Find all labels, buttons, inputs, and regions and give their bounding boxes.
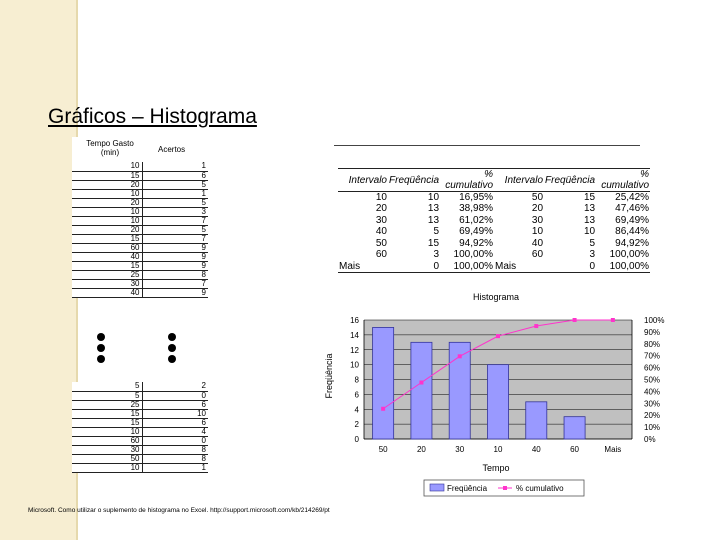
y2-tick-label: 40% <box>644 387 661 397</box>
cell-tempo: 10 <box>72 207 142 216</box>
cell-acertos: 9 <box>142 252 208 261</box>
raw-data-row <box>72 225 208 234</box>
cell-tempo: 40 <box>72 288 142 297</box>
freq-cell: 25,42% <box>615 192 650 203</box>
cell-acertos: 6 <box>142 400 208 409</box>
cell-tempo: 15 <box>72 234 142 243</box>
y-tick-label: 10 <box>350 360 359 370</box>
freq-cell: 10 <box>531 226 544 238</box>
freq-row <box>338 215 650 227</box>
freq-row <box>338 226 650 238</box>
cumulative-point <box>573 318 577 322</box>
y2-tick-label: 50% <box>644 375 661 385</box>
cell-tempo: 50 <box>72 454 142 463</box>
legend-bar-swatch <box>430 484 444 491</box>
raw-data-row <box>72 279 208 288</box>
y2-tick-label: 80% <box>644 339 661 349</box>
cell-tempo: 10 <box>72 463 142 472</box>
legend-label-frequencia: Freqüência <box>447 484 488 493</box>
raw-data-row <box>72 382 208 391</box>
histogram-chart <box>312 288 672 504</box>
freq-cell: 13 <box>427 214 440 226</box>
y-tick-label: 6 <box>354 390 359 400</box>
cell-acertos: 1 <box>142 162 208 171</box>
y-tick-label: 0 <box>354 435 359 444</box>
y-tick-label: 14 <box>350 330 359 340</box>
freq-header-cell: Freqüência <box>544 169 596 192</box>
x-tick-label: 50 <box>378 445 388 454</box>
y2-tick-label: 100% <box>644 316 665 325</box>
freq-cell: 100,00% <box>440 261 494 273</box>
freq-row <box>338 261 650 273</box>
freq-cell: 69,49% <box>459 226 494 238</box>
x-tick-label: Mais <box>604 445 622 454</box>
freq-cell: 100,00% <box>596 261 650 273</box>
cell-tempo: 5 <box>72 382 142 391</box>
cell-acertos: 8 <box>142 454 208 463</box>
table-top-rule <box>334 145 640 146</box>
raw-data-row <box>72 207 208 216</box>
raw-data-row <box>72 454 208 463</box>
freq-cell: 10 <box>427 192 440 203</box>
cell-acertos: 0 <box>142 436 208 445</box>
raw-data-row <box>72 436 208 445</box>
y2-tick-label: 30% <box>644 399 661 409</box>
cell-acertos: 4 <box>142 427 208 436</box>
cell-acertos: 1 <box>142 463 208 472</box>
cell-acertos: 5 <box>142 225 208 234</box>
chart-title: Histograma <box>472 292 520 302</box>
cell-tempo: 60 <box>72 436 142 445</box>
y2-tick-label: 60% <box>644 363 661 373</box>
cell-tempo: 25 <box>72 270 142 279</box>
slide-title: Gráficos – Histograma <box>48 105 257 128</box>
raw-data-row <box>72 234 208 243</box>
raw-data-table-top <box>72 162 208 298</box>
freq-header-cell: Intervalo <box>338 169 388 192</box>
raw-data-row <box>72 445 208 454</box>
raw-data-header <box>72 137 212 163</box>
raw-data-row <box>72 243 208 252</box>
y2-tick-label: 10% <box>644 423 661 433</box>
freq-cell: 20 <box>531 203 544 215</box>
freq-cell: 5 <box>433 226 440 238</box>
cell-tempo: 15 <box>72 261 142 270</box>
freq-cell: 94,92% <box>459 237 494 249</box>
raw-data-row <box>72 463 208 472</box>
cell-acertos: 5 <box>142 180 208 189</box>
freq-cell: 3 <box>589 249 596 261</box>
cell-acertos: 7 <box>142 279 208 288</box>
freq-header-cell: % cumulativo <box>596 169 650 192</box>
freq-cell: 38,98% <box>459 203 494 215</box>
freq-cell: 50 <box>531 192 544 203</box>
cell-acertos: 6 <box>142 418 208 427</box>
raw-data-row <box>72 198 208 207</box>
raw-data-row <box>72 391 208 400</box>
cell-tempo: 5 <box>72 391 142 400</box>
freq-row <box>338 249 650 261</box>
cumulative-point <box>496 334 500 338</box>
legend-line-swatch <box>503 486 507 490</box>
cell-tempo: 30 <box>72 445 142 454</box>
freq-header-cell: % cumulativo <box>440 169 494 192</box>
histogram-bar <box>373 327 394 439</box>
y-tick-label: 4 <box>354 405 359 415</box>
header-acertos: Acertos <box>158 145 186 154</box>
footer-source-citation: Microsoft. Como utilizar o suplemento de histograma no Excel. http://support.microsoft.com/kb/214269/pt <box>28 507 330 514</box>
freq-cell: 94,92% <box>615 237 650 249</box>
cell-acertos: 9 <box>142 261 208 270</box>
freq-cell: 100,00% <box>609 249 650 261</box>
ellipsis-dots-right <box>168 333 178 366</box>
freq-cell: 5 <box>589 237 596 249</box>
cell-tempo: 25 <box>72 400 142 409</box>
y2-tick-label: 0% <box>644 435 656 444</box>
cell-tempo: 15 <box>72 418 142 427</box>
freq-cell: 20 <box>375 203 387 215</box>
freq-cell: Mais <box>494 261 544 273</box>
raw-data-row <box>72 270 208 279</box>
cell-tempo: 20 <box>72 225 142 234</box>
freq-cell: 100,00% <box>453 249 494 261</box>
raw-data-table-bottom <box>72 382 208 473</box>
histogram-bar <box>411 342 432 439</box>
cell-tempo: 20 <box>72 180 142 189</box>
cell-tempo: 30 <box>72 279 142 288</box>
freq-cell: 86,44% <box>615 226 650 238</box>
freq-cell: 69,49% <box>615 214 650 226</box>
histogram-bar <box>487 365 508 439</box>
freq-cell: 0 <box>388 261 440 273</box>
cell-acertos: 7 <box>142 216 208 225</box>
raw-data-row <box>72 171 208 180</box>
cumulative-point <box>458 354 462 358</box>
x-tick-label: 40 <box>531 445 541 454</box>
cell-acertos: 9 <box>142 243 208 252</box>
histogram-bar <box>526 402 547 439</box>
raw-data-row <box>72 400 208 409</box>
chart-x-axis-label: Tempo <box>482 463 510 473</box>
raw-data-row <box>72 288 208 297</box>
raw-data-row <box>72 162 208 171</box>
cell-tempo: 40 <box>72 252 142 261</box>
freq-cell: 40 <box>375 226 387 238</box>
cumulative-point <box>611 318 615 322</box>
frequency-table <box>338 168 650 273</box>
raw-data-row <box>72 216 208 225</box>
freq-cell: 47,46% <box>615 203 650 215</box>
freq-cell: 15 <box>427 237 440 249</box>
raw-data-row <box>72 409 208 418</box>
frequency-table-header <box>338 169 650 192</box>
x-tick-label: 10 <box>493 445 503 454</box>
freq-cell: 61,02% <box>459 214 494 226</box>
freq-cell: 13 <box>583 203 596 215</box>
freq-cell: 3 <box>433 249 440 261</box>
cell-tempo: 10 <box>72 189 142 198</box>
ellipsis-dots-left <box>97 333 107 366</box>
cell-tempo: 20 <box>72 198 142 207</box>
freq-cell: 16,95% <box>459 192 494 203</box>
cell-acertos: 3 <box>142 207 208 216</box>
freq-header-cell: Intervalo <box>494 169 544 192</box>
freq-row <box>338 238 650 250</box>
cell-acertos: 6 <box>142 171 208 180</box>
y-tick-label: 2 <box>354 420 359 430</box>
raw-data-row <box>72 252 208 261</box>
freq-cell: 40 <box>531 237 544 249</box>
freq-cell: 10 <box>375 192 387 203</box>
freq-cell: 0 <box>544 261 596 273</box>
cell-acertos: 7 <box>142 234 208 243</box>
raw-data-row <box>72 189 208 198</box>
chart-y-axis-label: Freqüência <box>324 353 334 399</box>
cell-acertos: 8 <box>142 270 208 279</box>
histogram-bar <box>564 417 585 439</box>
cell-acertos: 1 <box>142 189 208 198</box>
freq-cell: 50 <box>375 237 387 249</box>
cell-tempo: 10 <box>72 162 142 171</box>
legend-label-cumulativo: % cumulativo <box>516 484 564 493</box>
freq-cell: 30 <box>375 214 387 226</box>
raw-data-row <box>72 261 208 270</box>
cell-acertos: 0 <box>142 391 208 400</box>
cumulative-point <box>419 381 423 385</box>
cell-tempo: 10 <box>72 216 142 225</box>
y-tick-label: 8 <box>354 375 359 385</box>
x-tick-label: 60 <box>570 445 580 454</box>
cell-tempo: 15 <box>72 409 142 418</box>
freq-header-cell: Freqüência <box>388 169 440 192</box>
freq-cell: 15 <box>583 192 596 203</box>
cell-acertos: 5 <box>142 198 208 207</box>
cell-tempo: 60 <box>72 243 142 252</box>
left-decor-band <box>0 0 78 540</box>
raw-data-row <box>72 180 208 189</box>
freq-row <box>338 192 650 204</box>
x-tick-label: 20 <box>416 445 426 454</box>
cumulative-point <box>534 324 538 328</box>
freq-cell: 13 <box>583 214 596 226</box>
freq-cell: Mais <box>338 261 388 273</box>
cumulative-point <box>381 407 385 411</box>
cell-acertos: 9 <box>142 288 208 297</box>
cell-acertos: 2 <box>142 382 208 391</box>
header-tempo-gasto: Tempo Gasto (min) <box>86 139 134 157</box>
raw-data-row <box>72 418 208 427</box>
cell-acertos: 10 <box>142 409 208 418</box>
x-tick-label: 30 <box>455 445 465 454</box>
y2-tick-label: 20% <box>644 411 661 421</box>
freq-cell: 10 <box>583 226 596 238</box>
freq-row <box>338 203 650 215</box>
raw-data-row <box>72 427 208 436</box>
y2-tick-label: 70% <box>644 351 661 361</box>
y-tick-label: 16 <box>350 316 359 325</box>
cell-tempo: 10 <box>72 427 142 436</box>
freq-cell: 30 <box>531 214 544 226</box>
cell-acertos: 8 <box>142 445 208 454</box>
y-tick-label: 12 <box>350 345 359 355</box>
freq-cell: 13 <box>427 203 440 215</box>
freq-cell: 60 <box>375 249 387 261</box>
cell-tempo: 15 <box>72 171 142 180</box>
freq-cell: 60 <box>531 249 544 261</box>
chart-legend <box>424 480 584 496</box>
y2-tick-label: 90% <box>644 327 661 337</box>
